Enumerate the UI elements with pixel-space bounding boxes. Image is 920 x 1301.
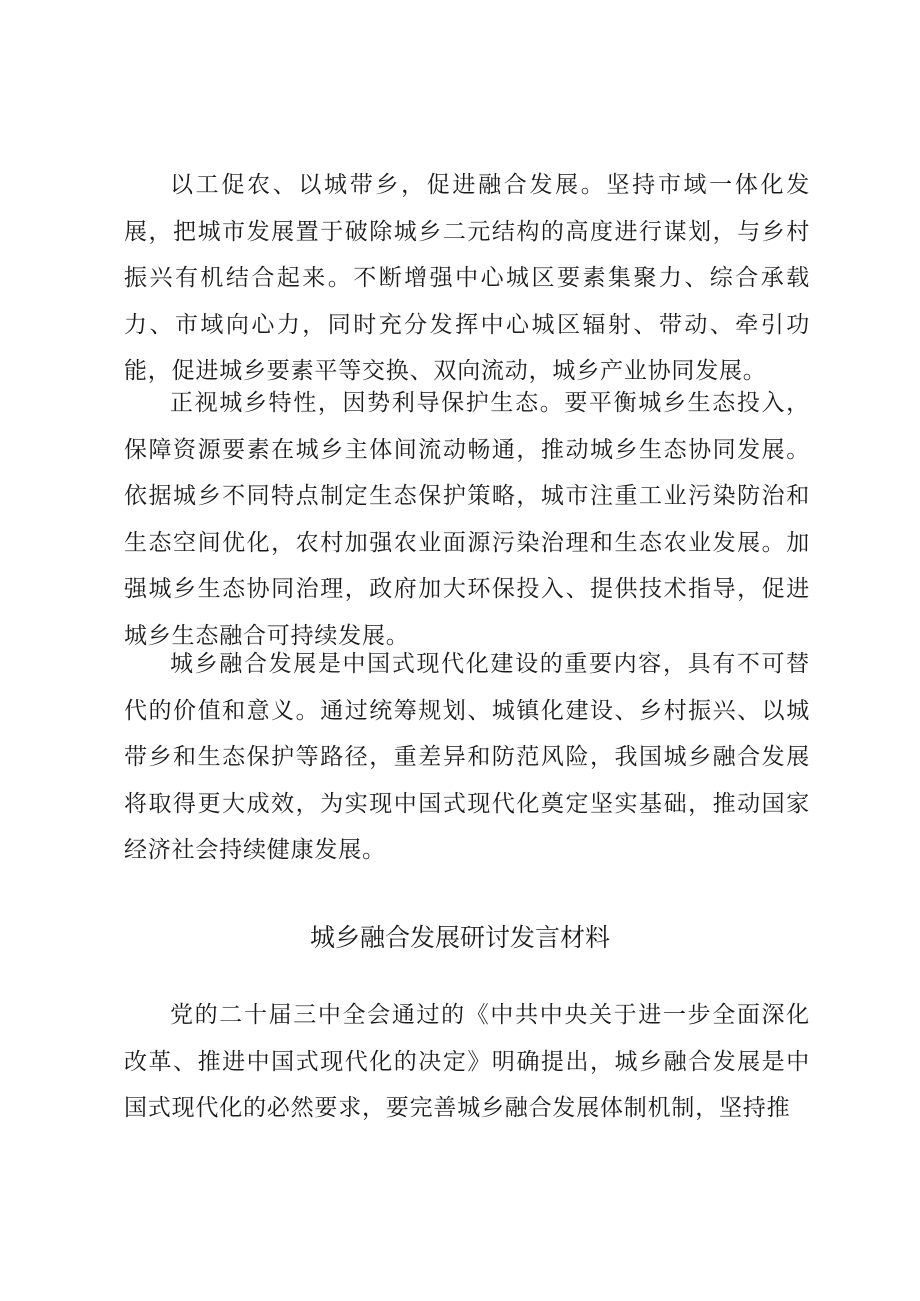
body-paragraph: 以工促农、以城带乡，促进融合发展。坚持市域一体化发展，把城市发展置于破除城乡二元结构的高度进行谋划，与乡村振兴有机结合起来。不断增强中心城区要素集聚力、综合承载力、市域向心力，同时充分发挥中心城区辐射、带动、牵引功能，促进城乡要素平等交换、双向流动，城乡产业协同发展。 [124,172,810,384]
body-paragraph: 城乡融合发展是中国式现代化建设的重要内容，具有不可替代的价值和意义。通过统筹规划、城镇化建设、乡村振兴、以城带乡和生态保护等路径，重差异和防范风险，我国城乡融合发展将取得更大成效，为实现中国式现代化奠定坚实基础，推动国家经济社会持续健康发展。 [124,651,810,863]
body-paragraph: 党的二十届三中全会通过的《中共中央关于进一步全面深化改革、推进中国式现代化的决定》明确提出，城乡融合发展是中国式现代化的必然要求，要完善城乡融合发展体制机制，坚持推 [124,1002,810,1121]
body-paragraph: 正视城乡特性，因势利导保护生态。要平衡城乡生态投入，保障资源要素在城乡主体间流动畅通，推动城乡生态协同发展。依据城乡不同特点制定生态保护策略，城市注重工业污染防治和生态空间优化，农村加强农业面源污染治理和生态农业发展。加强城乡生态协同治理，政府加大环保投入、提供技术指导，促进城乡生态融合可持续发展。 [124,390,810,649]
section-title: 城乡融合发展研讨发言材料 [309,923,610,952]
